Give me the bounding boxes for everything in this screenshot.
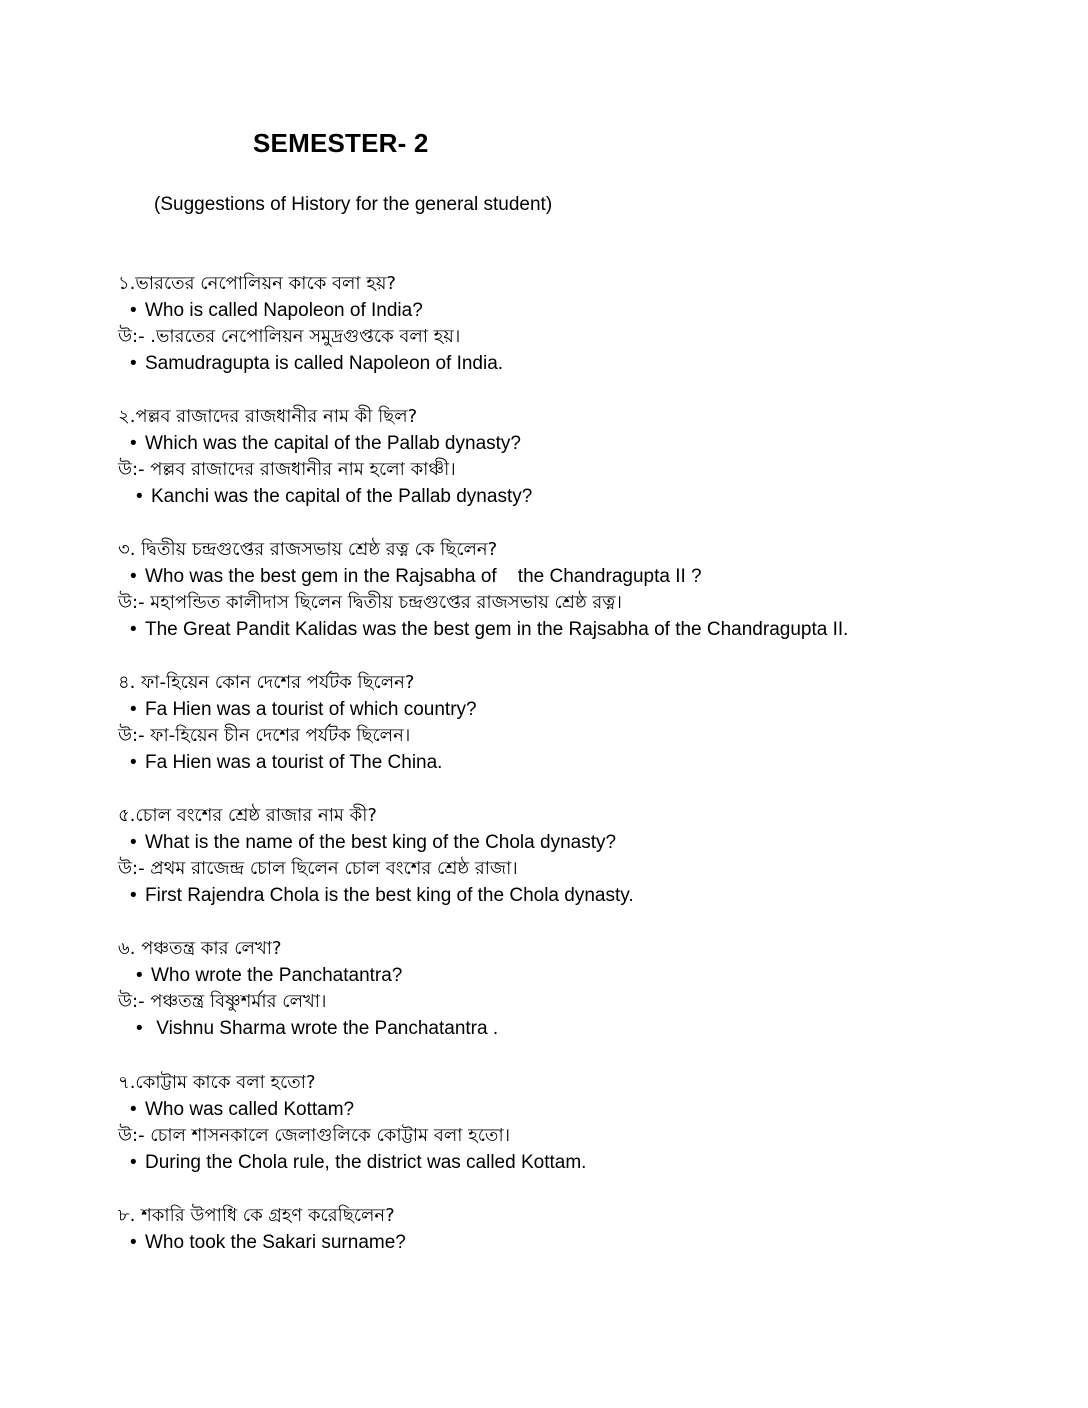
- question-english: • What is the name of the best king of the Chola dynasty?: [130, 832, 616, 853]
- question-bengali: ৪. ফা-হিয়েন কোন দেশের পর্যটক ছিলেন?: [118, 672, 415, 693]
- qa-block-3: [118, 537, 1058, 643]
- answer-bengali: উ:- ফা-হিয়েন চীন দেশের পর্যটক ছিলেন।: [118, 725, 411, 747]
- answer-bengali: উ:- চোল শাসনকালে জেলাগুলিকে কোট্টাম বলা হতো।: [118, 1125, 511, 1147]
- question-english: • Fa Hien was a tourist of which country?: [130, 699, 477, 720]
- qa-block-1: [118, 271, 1058, 377]
- qa-block-6: [118, 936, 1058, 1042]
- question-english: • Who is called Napoleon of India?: [130, 300, 423, 321]
- question-english: • Who wrote the Panchatantra?: [136, 965, 402, 986]
- answer-english: • First Rajendra Chola is the best king of the Chola dynasty.: [130, 885, 634, 906]
- answer-english: • Kanchi was the capital of the Pallab dynasty?: [136, 486, 532, 507]
- question-bengali: ৬. পঞ্চতন্ত্র কার লেখা?: [118, 938, 282, 959]
- answer-bengali: উ:- পল্লব রাজাদের রাজধানীর নাম হলো কাঞ্চী।: [118, 459, 456, 481]
- answer-english: • Vishnu Sharma wrote the Panchatantra .: [136, 1018, 498, 1039]
- qa-block-2: [118, 404, 1058, 510]
- question-bengali: ৭.কোট্টাম কাকে বলা হতো?: [118, 1072, 316, 1093]
- qa-block-5: [118, 803, 1058, 909]
- answer-bengali: উ:- পঞ্চতন্ত্র বিষ্ণুশর্মার লেখা।: [118, 991, 327, 1013]
- answer-bengali: উ:- মহাপন্ডিত কালীদাস ছিলেন দ্বিতীয় চন্দ্রগুপ্তের রাজসভায় শ্রেষ্ঠ রত্ন।: [118, 592, 622, 614]
- answer-english: • Fa Hien was a tourist of The China.: [130, 752, 442, 773]
- question-bengali: ২.পল্লব রাজাদের রাজধানীর নাম কী ছিল?: [118, 406, 418, 427]
- qa-block-8: [118, 1203, 1058, 1256]
- answer-english: • The Great Pandit Kalidas was the best gem in the Rajsabha of the Chandragupta II.: [130, 619, 848, 640]
- question-english: • Who was called Kottam?: [130, 1099, 354, 1120]
- question-bengali: ১.ভারতের নেপোলিয়ন কাকে বলা হয়?: [118, 273, 396, 294]
- page-title: SEMESTER- 2: [253, 128, 429, 158]
- question-bengali: ৩. দ্বিতীয় চন্দ্রগুপ্তের রাজসভায় শ্রেষ্ঠ রত্ন কে ছিলেন?: [118, 539, 498, 560]
- question-english: • Who took the Sakari surname?: [130, 1232, 406, 1253]
- qa-block-7: [118, 1070, 1058, 1176]
- qa-block-4: [118, 670, 1058, 776]
- question-english: • Which was the capital of the Pallab dynasty?: [130, 433, 521, 454]
- answer-english: • During the Chola rule, the district was called Kottam.: [130, 1152, 586, 1173]
- page-subtitle: (Suggestions of History for the general student): [154, 194, 553, 215]
- answer-english: • Samudragupta is called Napoleon of India.: [130, 353, 503, 374]
- question-bengali: ৮. শকারি উপাধি কে গ্রহণ করেছিলেন?: [118, 1205, 395, 1226]
- answer-bengali: উ:- প্রথম রাজেন্দ্র চোল ছিলেন চোল বংশের শ্রেষ্ঠ রাজা।: [118, 858, 518, 880]
- answer-bengali: উ:- .ভারতের নেপোলিয়ন সমুদ্রগুপ্তকে বলা হয়।: [118, 326, 461, 348]
- question-english: • Who was the best gem in the Rajsabha of the Chandragupta II ?: [130, 566, 702, 587]
- question-bengali: ৫.চোল বংশের শ্রেষ্ঠ রাজার নাম কী?: [118, 805, 377, 826]
